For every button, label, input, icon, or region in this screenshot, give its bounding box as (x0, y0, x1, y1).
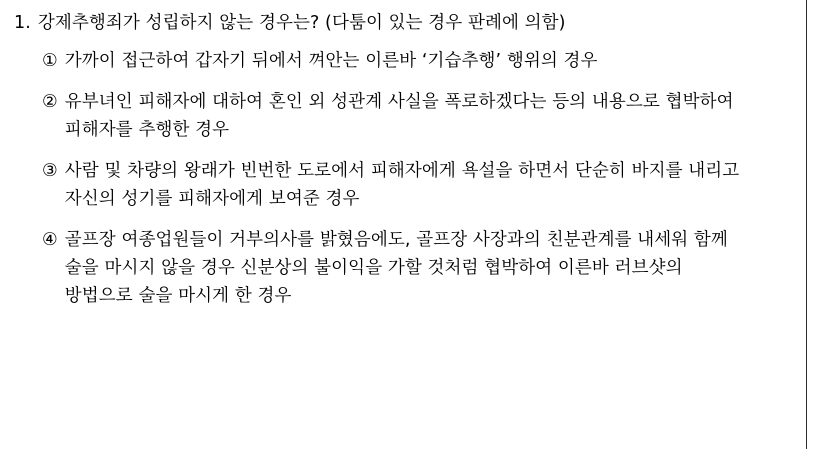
choice-marker-2: ② (42, 92, 58, 112)
page-right-rule (806, 0, 807, 449)
question-text: 강제추행죄가 성립하지 않는 경우는? (다툼이 있는 경우 판례에 의함) (37, 13, 566, 33)
choice-text-3: 사람 및 차량의 왕래가 빈번한 도로에서 피해자에게 욕설을 하면서 단순히 바지를 내리고 자신의 성기를 피해자에게 보여준 경우 (64, 161, 740, 209)
choice-item-4[interactable] (42, 226, 754, 310)
choice-item-1[interactable] (42, 47, 754, 75)
choice-text-2: 유부녀인 피해자에 대하여 혼인 외 성관계 사실을 폭로하겠다는 등의 내용으로 협박하여 피해자를 추행한 경우 (64, 92, 734, 140)
choice-text-4: 골프장 여종업원들이 거부의사를 밝혔음에도, 골프장 사장과의 친분관계를 내세워 함께 술을 마시지 않을 경우 신분상의 불이익을 가할 것처럼 협박하여 이른바 러브샷의 방법으로 술을 마시게 한 경우 (64, 230, 728, 306)
choice-marker-1: ① (42, 51, 58, 71)
choice-list (14, 47, 754, 310)
choice-item-3[interactable] (42, 157, 754, 213)
choice-item-2[interactable] (42, 88, 754, 144)
choice-marker-3: ③ (42, 161, 58, 181)
choice-marker-4: ④ (42, 230, 58, 250)
choice-text-1: 가까이 접근하여 갑자기 뒤에서 껴안는 이른바 ‘기습추행’ 행위의 경우 (64, 51, 598, 71)
question-number: 1. (14, 13, 31, 33)
question-block (14, 9, 754, 310)
question-stem (14, 9, 754, 37)
